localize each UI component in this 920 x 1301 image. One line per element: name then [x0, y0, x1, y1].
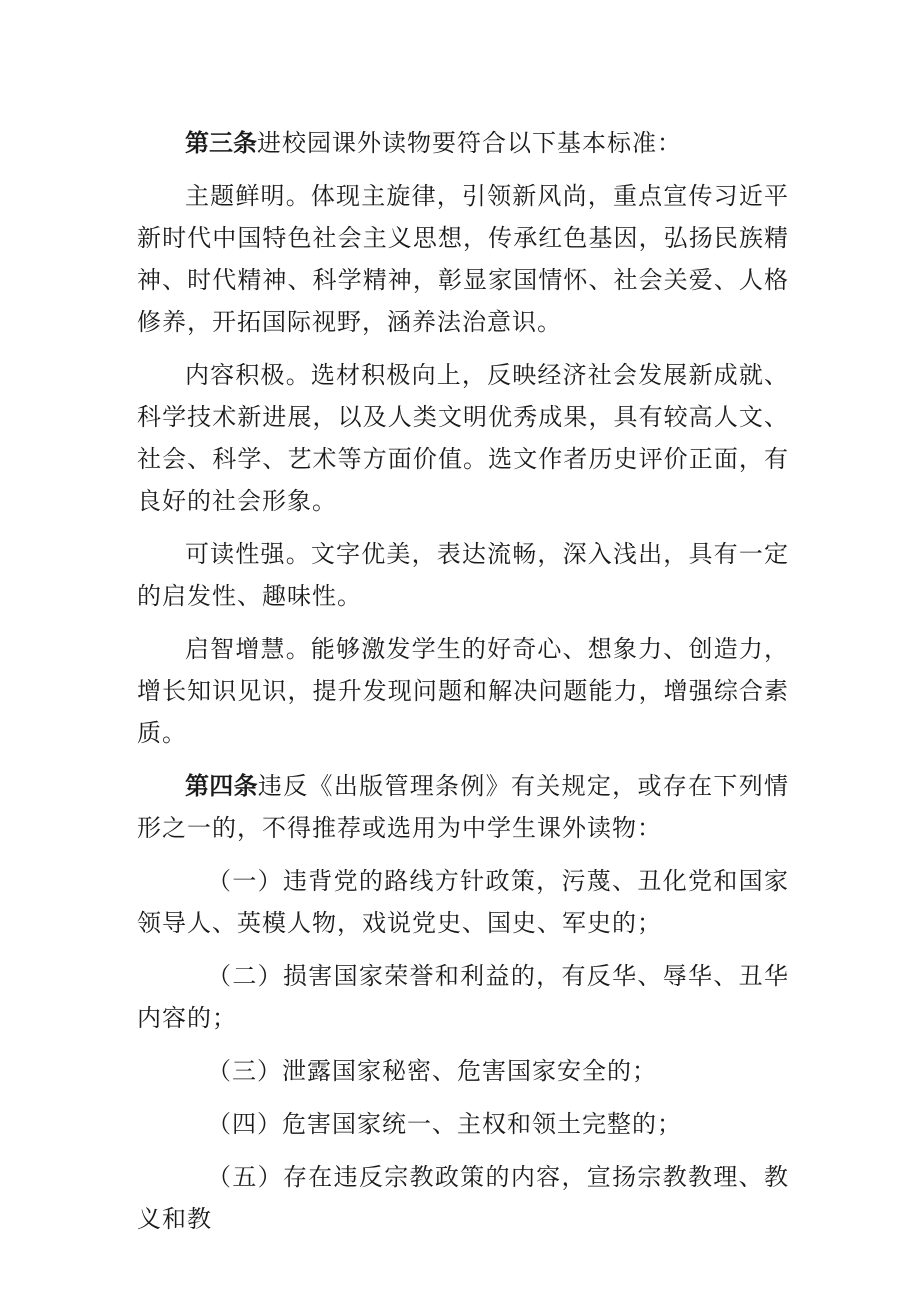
standard-theme-text: 主题鲜明。体现主旋律，引领新风尚，重点宣传习近平新时代中国特色社会主义思想，传承红色基因，弘扬民族精神、时代精神、科学精神，彰显家国情怀、社会关爱、人格修养，开拓国际视野，涵养法治意识。 — [137, 182, 789, 336]
article-4-heading: 第四条 — [185, 772, 258, 800]
list-item-5-text: （五）存在违反宗教政策的内容，宣扬宗教教理、教义和教 — [137, 1163, 789, 1233]
list-item-1 — [137, 860, 789, 944]
standard-readability-text: 可读性强。文字优美，表达流畅，深入浅出，具有一定的启发性、趣味性。 — [137, 540, 789, 610]
standard-wisdom — [137, 628, 789, 754]
article-3-heading: 第三条 — [185, 129, 257, 157]
list-item-3-text: （三）泄露国家秘密、危害国家安全的； — [207, 1057, 657, 1085]
list-item-5 — [137, 1156, 789, 1240]
article-4-intro — [137, 765, 789, 849]
list-item-4 — [137, 1103, 789, 1145]
list-item-3 — [137, 1050, 789, 1092]
standard-theme — [137, 175, 789, 343]
article-4-intro-text: 违反《出版管理条例》有关规定，或存在下列情形之一的，不得推荐或选用为中学生课外读物： — [137, 772, 790, 842]
list-item-1-text: （一）违背党的路线方针政策，污蔑、丑化党和国家领导人、英模人物，戏说党史、国史、军史的； — [137, 867, 789, 937]
standard-wisdom-text: 启智增慧。能够激发学生的好奇心、想象力、创造力，增长知识见识，提升发现问题和解决问题能力，增强综合素质。 — [137, 635, 789, 747]
article-3-intro-text: 进校园课外读物要符合以下基本标准： — [257, 129, 682, 157]
list-item-4-text: （四）危害国家统一、主权和领土完整的； — [207, 1110, 682, 1138]
article-3-intro — [137, 122, 789, 164]
standard-readability — [137, 533, 789, 617]
document-body — [137, 122, 789, 1251]
standard-content — [137, 354, 789, 522]
standard-content-text: 内容积极。选材积极向上，反映经济社会发展新成就、科学技术新进展，以及人类文明优秀成果，具有较高人文、社会、科学、艺术等方面价值。选文作者历史评价正面，有良好的社会形象。 — [137, 361, 789, 515]
list-item-2-text: （二）损害国家荣誉和利益的，有反华、辱华、丑华内容的； — [137, 962, 789, 1032]
list-item-2 — [137, 955, 789, 1039]
